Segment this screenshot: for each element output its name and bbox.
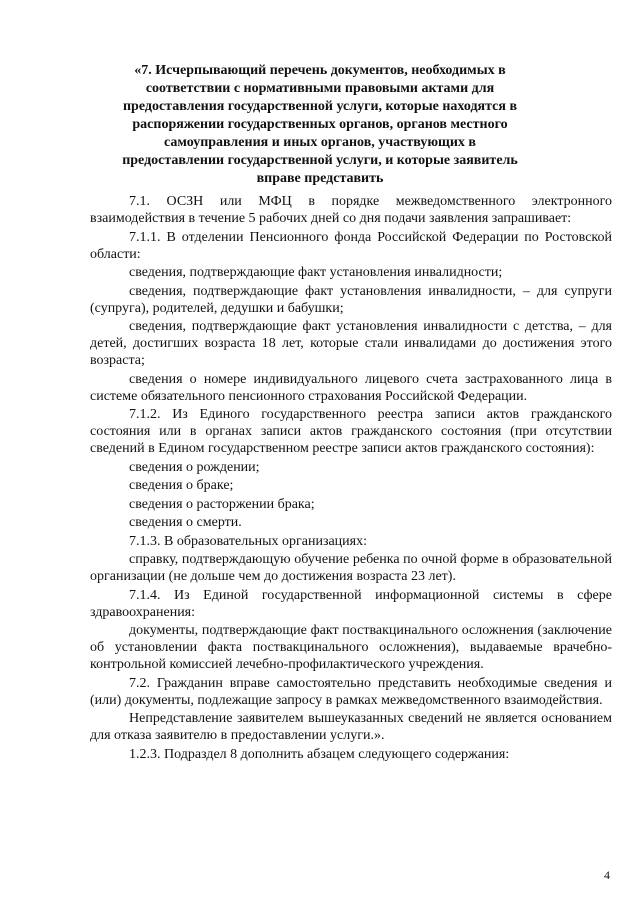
- paragraph-7-2: 7.2. Гражданин вправе самостоятельно представить необходимые сведения и (или) документы, подлежащие запросу в рамках межведомственного взаимодействия.: [90, 675, 612, 708]
- list-item: сведения о смерти.: [129, 515, 242, 530]
- page-number: 4: [604, 868, 610, 882]
- paragraph-7-1: 7.1. ОСЗН или МФЦ в порядке межведомственного электронного взаимодействия в течение 5 рабочих дней со дня подачи заявления запрашивает:: [90, 194, 612, 226]
- list-item: сведения о браке;: [129, 478, 234, 493]
- section-heading: «7. Исчерпывающий перечень документов, необходимых в соответствии с нормативными правовыми актами для предоставления государственной услуги, которые находятся в распоряжении государственных органов, органов местного самоуправления и иных органов, участвующих в предоставлении государственной услуги, и которые заявитель вправе представить: [122, 63, 518, 186]
- paragraph-7-1-4: 7.1.4. Из Единой государственной информационной системы в сфере здравоохранения:: [90, 587, 612, 620]
- list-item: сведения о рождении;: [129, 459, 260, 475]
- list-item: сведения, подтверждающие факт установления инвалидности с детства, – для детей, достигших возраста 18 лет, которые стали инвалидами до достижения этого возраста;: [90, 319, 612, 368]
- paragraph-7-1-2: 7.1.2. Из Единого государственного реестра записи актов гражданского состояния или в органах записи актов гражданского состояния (при отсутствии сведений в Едином государственном реестре записи актов гражданского состояния):: [90, 407, 612, 456]
- paragraph-7-1-3: 7.1.3. В образовательных организациях:: [129, 533, 367, 549]
- paragraph-1-2-3: 1.2.3. Подраздел 8 дополнить абзацем следующего содержания:: [129, 746, 510, 762]
- list-item: справку, подтверждающую обучение ребенка по очной форме в образовательной организации (не дольше чем до достижения возраста 23 лет).: [90, 552, 612, 584]
- list-item: сведения, подтверждающие факт установления инвалидности;: [129, 265, 503, 280]
- list-item: сведения о расторжении брака;: [129, 496, 315, 512]
- list-item: документы, подтверждающие факт поствакцинального осложнения (заключение об установлении факта поствакцинального осложнения), выдаваемые врачебно-контрольной комиссией лечебно-профилактического учреждения.: [90, 623, 612, 672]
- list-item: сведения, подтверждающие факт установления инвалидности, – для супруги (супруга), родителей, дедушки и бабушки;: [90, 283, 612, 316]
- list-item: сведения о номере индивидуального лицевого счета застрахованного лица в системе обязательного пенсионного страхования Российской Федерации.: [90, 371, 612, 404]
- paragraph-7-1-1: 7.1.1. В отделении Пенсионного фонда Российской Федерации по Ростовской области:: [90, 229, 612, 262]
- document-body: [90, 193, 612, 764]
- paragraph-note: Непредставление заявителем вышеуказанных сведений не является основанием для отказа заявителю в предоставлении услуги.».: [90, 711, 612, 743]
